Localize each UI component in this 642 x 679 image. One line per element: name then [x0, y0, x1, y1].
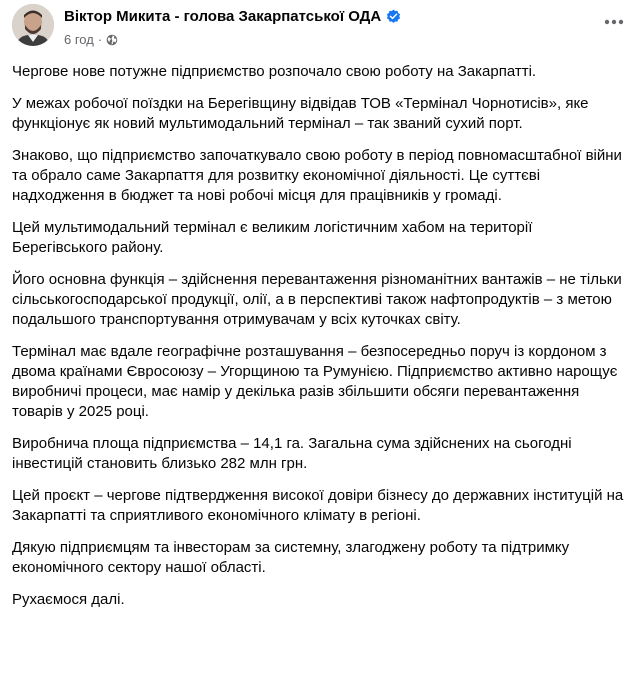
meta-separator: · [97, 32, 103, 47]
post-paragraph: Його основна функція – здійснення перевантаження різноманітних вантажів – не тільки сільськогосподарської продукції, олії, а в перспективі також нафтопродуктів – з метою подальшого транспортування отримувачам у всіх куточках світу. [12, 271, 622, 328]
author-name-link[interactable]: Віктор Микита - голова Закарпатської ОДА [64, 8, 382, 25]
post-paragraph: Цей проєкт – чергове підтвердження високої довіри бізнесу до державних інституцій на Закарпатті та сприятливого економічного клімату в регіоні. [12, 487, 624, 524]
post-paragraph: Термінал має вдале географічне розташування – безпосередньо поруч із кордоном з двома країнами Євросоюзу – Угорщиною та Румунією. Підприємство активно нарощує виробничі процеси, має намір у декілька разів збільшити обсяги перевантаження товарів у 2025 році. [12, 343, 618, 420]
post-body [12, 62, 630, 622]
post-header [12, 2, 630, 58]
post-timestamp-link[interactable]: 6 год [64, 32, 94, 47]
post-paragraph: Виробнича площа підприємства – 14,1 га. Загальна сума здійснених на сьогодні інвестицій становить близько 282 млн грн. [12, 435, 572, 472]
post-paragraph: Дякую підприємцям та інвесторам за системну, злагоджену роботу та підтримку економічного сектору нашої області. [12, 539, 570, 576]
post-meta [64, 32, 118, 47]
author-avatar[interactable] [12, 4, 54, 46]
post-paragraph: Рухаємося далі. [12, 591, 125, 608]
verified-badge-icon [386, 9, 401, 24]
post-paragraph: Знаково, що підприємство започаткувало свою роботу в період повномасштабної війни та обрало саме Закарпаття для розвитку економічної діяльності. Це суттєві надходження в бюджет та нові робочі місця для працівників у громаді. [12, 147, 622, 204]
post-options-button[interactable] [598, 10, 630, 34]
post-paragraph: У межах робочої поїздки на Берегівщину відвідав ТОВ «Термінал Чорнотисів», яке функціонує як новий мультимодальний термінал – так званий сухий порт. [12, 95, 589, 132]
post-paragraph: Чергове нове потужне підприємство розпочало свою роботу на Закарпатті. [12, 63, 537, 80]
more-options-icon [604, 19, 624, 25]
globe-icon[interactable] [106, 34, 118, 46]
post-paragraph: Цей мультимодальний термінал є великим логістичним хабом на території Берегівського району. [12, 219, 533, 256]
avatar-image [12, 4, 54, 46]
author-row [64, 8, 401, 25]
